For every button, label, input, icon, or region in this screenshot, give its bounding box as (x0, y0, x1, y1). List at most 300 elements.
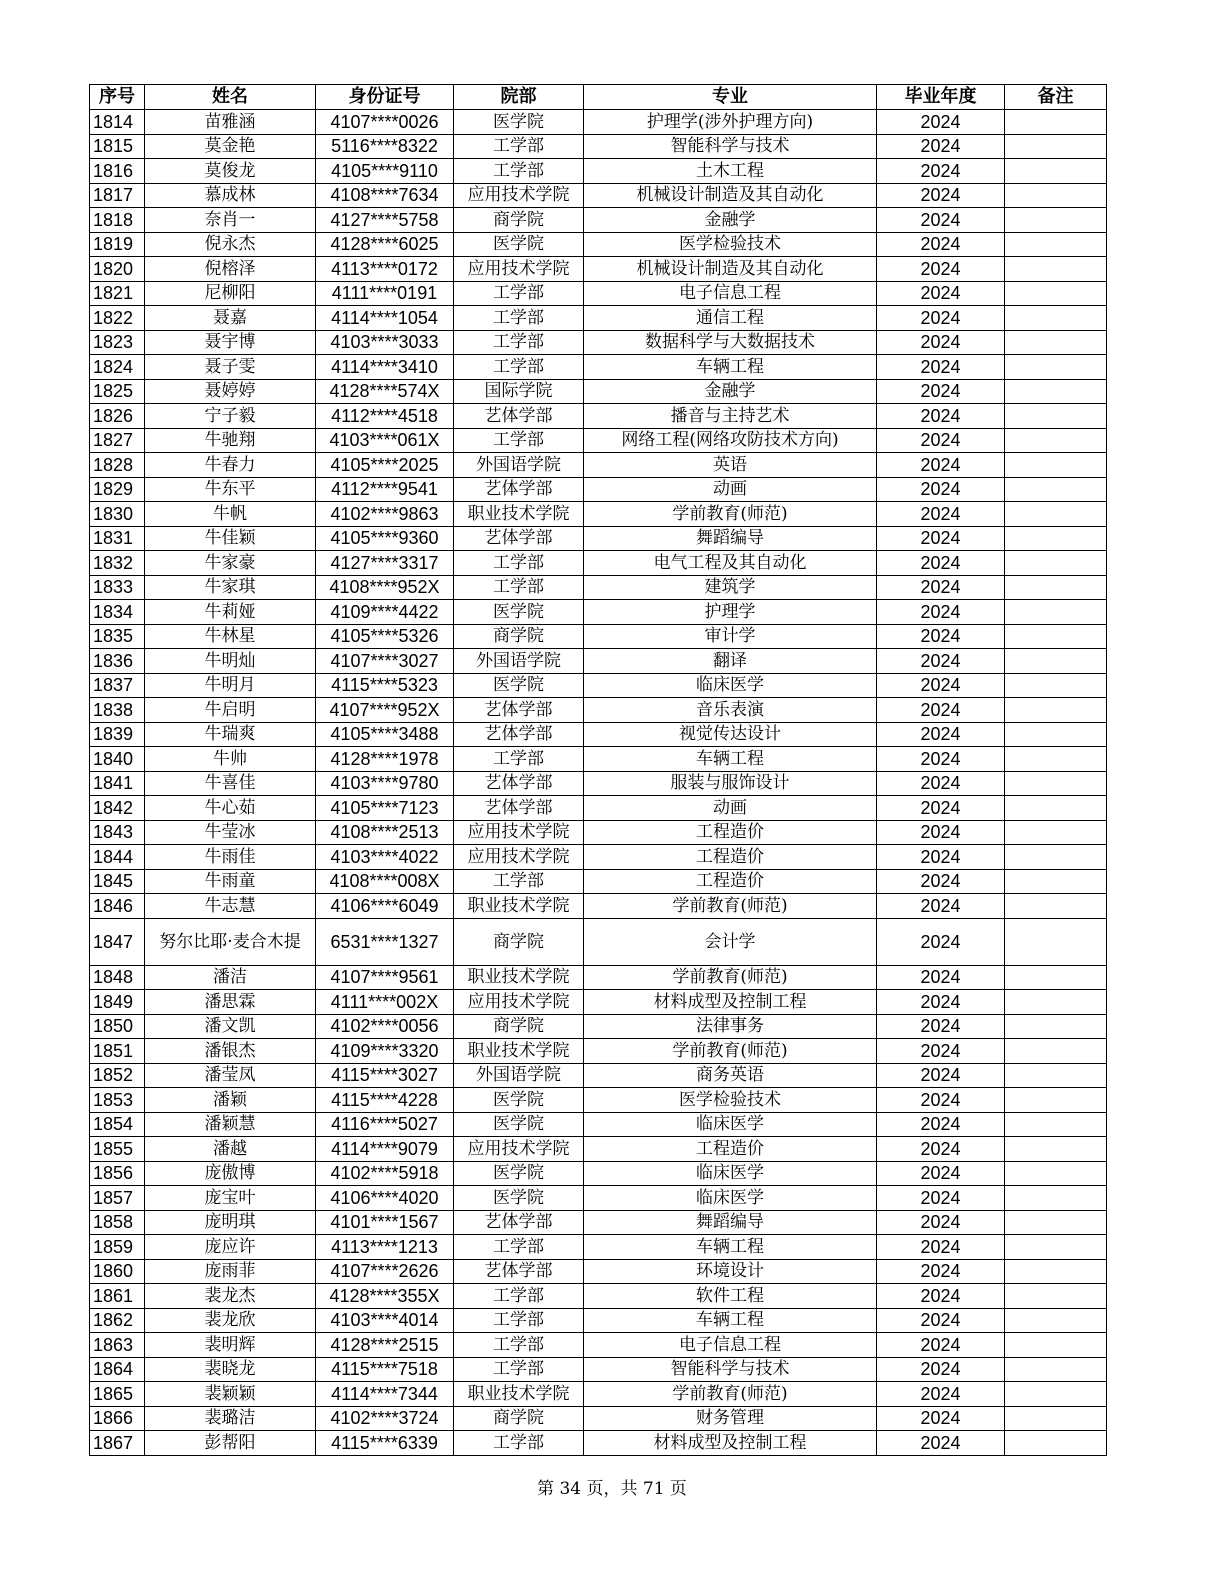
name-cell: 庞宝叶 (145, 1186, 316, 1211)
remarks-cell (1005, 1063, 1107, 1088)
header-graduation-year: 毕业年度 (877, 85, 1005, 110)
remarks-cell (1005, 379, 1107, 404)
table-row (90, 1431, 1107, 1456)
table-row (90, 1186, 1107, 1211)
name-cell: 奈肖一 (145, 208, 316, 233)
table-row (90, 1406, 1107, 1431)
seq-cell: 1861 (90, 1284, 145, 1309)
remarks-cell (1005, 771, 1107, 796)
remarks-cell (1005, 1039, 1107, 1064)
seq-cell: 1866 (90, 1406, 145, 1431)
table-row (90, 1112, 1107, 1137)
page-footer: 第 34 页，共 71 页 (537, 1479, 687, 1499)
table-body (90, 110, 1107, 1456)
graduation-year-cell: 2024 (877, 159, 1005, 184)
seq-cell: 1831 (90, 526, 145, 551)
id-number-cell: 4103****061X (316, 428, 454, 453)
name-cell: 牛帆 (145, 502, 316, 527)
name-cell: 慕成林 (145, 183, 316, 208)
table-row (90, 330, 1107, 355)
id-number-cell: 4107****9561 (316, 965, 454, 990)
name-cell: 牛莹冰 (145, 820, 316, 845)
name-cell: 牛林星 (145, 624, 316, 649)
major-cell: 护理学 (584, 600, 877, 625)
seq-cell: 1819 (90, 232, 145, 257)
department-cell: 工学部 (454, 134, 584, 159)
department-cell: 应用技术学院 (454, 820, 584, 845)
header-id-number: 身份证号 (316, 85, 454, 110)
table-row (90, 698, 1107, 723)
id-number-cell: 4108****008X (316, 869, 454, 894)
remarks-cell (1005, 1382, 1107, 1407)
major-cell: 工程造价 (584, 869, 877, 894)
major-cell: 临床医学 (584, 1161, 877, 1186)
remarks-cell (1005, 1406, 1107, 1431)
name-cell: 牛佳颖 (145, 526, 316, 551)
table-row (90, 428, 1107, 453)
name-cell: 牛瑞爽 (145, 722, 316, 747)
department-cell: 外国语学院 (454, 453, 584, 478)
seq-cell: 1833 (90, 575, 145, 600)
id-number-cell: 4105****9110 (316, 159, 454, 184)
id-number-cell: 4102****9863 (316, 502, 454, 527)
graduation-year-cell: 2024 (877, 1259, 1005, 1284)
major-cell: 学前教育(师范) (584, 1039, 877, 1064)
table-row (90, 649, 1107, 674)
table-row (90, 747, 1107, 772)
name-cell: 裴龙欣 (145, 1308, 316, 1333)
seq-cell: 1836 (90, 649, 145, 674)
seq-cell: 1853 (90, 1088, 145, 1113)
name-cell: 聂子雯 (145, 355, 316, 380)
seq-cell: 1829 (90, 477, 145, 502)
department-cell: 工学部 (454, 330, 584, 355)
seq-cell: 1837 (90, 673, 145, 698)
id-number-cell: 4128****574X (316, 379, 454, 404)
id-number-cell: 4105****7123 (316, 796, 454, 821)
name-cell: 牛东平 (145, 477, 316, 502)
table-row (90, 575, 1107, 600)
graduation-year-cell: 2024 (877, 1186, 1005, 1211)
major-cell: 网络工程(网络攻防技术方向) (584, 428, 877, 453)
name-cell: 庞傲博 (145, 1161, 316, 1186)
name-cell: 潘文凯 (145, 1014, 316, 1039)
id-number-cell: 4114****7344 (316, 1382, 454, 1407)
major-cell: 学前教育(师范) (584, 965, 877, 990)
table-row (90, 257, 1107, 282)
major-cell: 车辆工程 (584, 355, 877, 380)
seq-cell: 1823 (90, 330, 145, 355)
name-cell: 牛喜佳 (145, 771, 316, 796)
remarks-cell (1005, 600, 1107, 625)
table-row (90, 404, 1107, 429)
id-number-cell: 4103****4022 (316, 845, 454, 870)
name-cell: 潘思霖 (145, 990, 316, 1015)
department-cell: 外国语学院 (454, 1063, 584, 1088)
name-cell: 莫俊龙 (145, 159, 316, 184)
table-row (90, 673, 1107, 698)
major-cell: 通信工程 (584, 306, 877, 331)
graduation-year-cell: 2024 (877, 965, 1005, 990)
remarks-cell (1005, 306, 1107, 331)
seq-cell: 1864 (90, 1357, 145, 1382)
graduation-year-cell: 2024 (877, 208, 1005, 233)
table-row (90, 477, 1107, 502)
table-row (90, 551, 1107, 576)
graduation-year-cell: 2024 (877, 1063, 1005, 1088)
seq-cell: 1815 (90, 134, 145, 159)
graduation-year-cell: 2024 (877, 355, 1005, 380)
remarks-cell (1005, 1357, 1107, 1382)
major-cell: 财务管理 (584, 1406, 877, 1431)
id-number-cell: 4115****5323 (316, 673, 454, 698)
seq-cell: 1835 (90, 624, 145, 649)
table-row (90, 526, 1107, 551)
department-cell: 国际学院 (454, 379, 584, 404)
seq-cell: 1849 (90, 990, 145, 1015)
seq-cell: 1851 (90, 1039, 145, 1064)
major-cell: 材料成型及控制工程 (584, 990, 877, 1015)
graduation-year-cell: 2024 (877, 894, 1005, 919)
seq-cell: 1860 (90, 1259, 145, 1284)
seq-cell: 1838 (90, 698, 145, 723)
seq-cell: 1847 (90, 918, 145, 965)
table-row (90, 1382, 1107, 1407)
table-row (90, 845, 1107, 870)
table-row (90, 110, 1107, 135)
graduation-year-cell: 2024 (877, 820, 1005, 845)
name-cell: 裴颖颖 (145, 1382, 316, 1407)
id-number-cell: 4103****4014 (316, 1308, 454, 1333)
department-cell: 医学院 (454, 1186, 584, 1211)
remarks-cell (1005, 1210, 1107, 1235)
department-cell: 工学部 (454, 1333, 584, 1358)
id-number-cell: 4108****952X (316, 575, 454, 600)
remarks-cell (1005, 281, 1107, 306)
table-row (90, 355, 1107, 380)
seq-cell: 1840 (90, 747, 145, 772)
remarks-cell (1005, 796, 1107, 821)
major-cell: 临床医学 (584, 673, 877, 698)
department-cell: 艺体学部 (454, 526, 584, 551)
department-cell: 职业技术学院 (454, 1039, 584, 1064)
department-cell: 艺体学部 (454, 1259, 584, 1284)
table-row (90, 183, 1107, 208)
major-cell: 车辆工程 (584, 1235, 877, 1260)
id-number-cell: 4102****3724 (316, 1406, 454, 1431)
department-cell: 职业技术学院 (454, 894, 584, 919)
table-row (90, 894, 1107, 919)
department-cell: 应用技术学院 (454, 183, 584, 208)
table-row (90, 1161, 1107, 1186)
seq-cell: 1818 (90, 208, 145, 233)
table-row (90, 869, 1107, 894)
major-cell: 软件工程 (584, 1284, 877, 1309)
remarks-cell (1005, 453, 1107, 478)
name-cell: 尼柳阳 (145, 281, 316, 306)
name-cell: 牛驰翔 (145, 428, 316, 453)
graduation-year-cell: 2024 (877, 1406, 1005, 1431)
remarks-cell (1005, 698, 1107, 723)
department-cell: 应用技术学院 (454, 990, 584, 1015)
name-cell: 裴龙杰 (145, 1284, 316, 1309)
table-row (90, 796, 1107, 821)
graduation-year-cell: 2024 (877, 918, 1005, 965)
major-cell: 护理学(涉外护理方向) (584, 110, 877, 135)
major-cell: 审计学 (584, 624, 877, 649)
remarks-cell (1005, 1161, 1107, 1186)
remarks-cell (1005, 551, 1107, 576)
id-number-cell: 4107****952X (316, 698, 454, 723)
table-row (90, 1210, 1107, 1235)
graduation-year-cell: 2024 (877, 404, 1005, 429)
department-cell: 艺体学部 (454, 1210, 584, 1235)
remarks-cell (1005, 1014, 1107, 1039)
department-cell: 商学院 (454, 208, 584, 233)
department-cell: 职业技术学院 (454, 965, 584, 990)
department-cell: 医学院 (454, 673, 584, 698)
graduation-year-cell: 2024 (877, 183, 1005, 208)
remarks-cell (1005, 1259, 1107, 1284)
table-row (90, 208, 1107, 233)
major-cell: 学前教育(师范) (584, 502, 877, 527)
major-cell: 工程造价 (584, 845, 877, 870)
name-cell: 牛志慧 (145, 894, 316, 919)
graduation-year-cell: 2024 (877, 722, 1005, 747)
remarks-cell (1005, 159, 1107, 184)
remarks-cell (1005, 722, 1107, 747)
name-cell: 潘银杰 (145, 1039, 316, 1064)
seq-cell: 1832 (90, 551, 145, 576)
table-row (90, 134, 1107, 159)
graduation-year-cell: 2024 (877, 453, 1005, 478)
name-cell: 庞雨菲 (145, 1259, 316, 1284)
seq-cell: 1834 (90, 600, 145, 625)
department-cell: 医学院 (454, 110, 584, 135)
table-row (90, 159, 1107, 184)
id-number-cell: 4116****5027 (316, 1112, 454, 1137)
id-number-cell: 4114****3410 (316, 355, 454, 380)
id-number-cell: 4112****4518 (316, 404, 454, 429)
id-number-cell: 4107****0026 (316, 110, 454, 135)
remarks-cell (1005, 575, 1107, 600)
table-row (90, 1014, 1107, 1039)
major-cell: 智能科学与技术 (584, 134, 877, 159)
major-cell: 医学检验技术 (584, 232, 877, 257)
name-cell: 庞明琪 (145, 1210, 316, 1235)
seq-cell: 1856 (90, 1161, 145, 1186)
id-number-cell: 4128****6025 (316, 232, 454, 257)
id-number-cell: 6531****1327 (316, 918, 454, 965)
department-cell: 医学院 (454, 1112, 584, 1137)
major-cell: 工程造价 (584, 820, 877, 845)
major-cell: 会计学 (584, 918, 877, 965)
department-cell: 应用技术学院 (454, 257, 584, 282)
header-seq: 序号 (90, 85, 145, 110)
graduation-year-cell: 2024 (877, 575, 1005, 600)
department-cell: 工学部 (454, 575, 584, 600)
seq-cell: 1814 (90, 110, 145, 135)
table-header-row (90, 85, 1107, 110)
major-cell: 法律事务 (584, 1014, 877, 1039)
department-cell: 职业技术学院 (454, 502, 584, 527)
department-cell: 商学院 (454, 624, 584, 649)
name-cell: 牛春力 (145, 453, 316, 478)
name-cell: 潘越 (145, 1137, 316, 1162)
graduation-year-cell: 2024 (877, 428, 1005, 453)
graduation-year-cell: 2024 (877, 134, 1005, 159)
seq-cell: 1817 (90, 183, 145, 208)
remarks-cell (1005, 1308, 1107, 1333)
department-cell: 艺体学部 (454, 771, 584, 796)
remarks-cell (1005, 1284, 1107, 1309)
major-cell: 智能科学与技术 (584, 1357, 877, 1382)
id-number-cell: 4106****6049 (316, 894, 454, 919)
major-cell: 医学检验技术 (584, 1088, 877, 1113)
department-cell: 艺体学部 (454, 698, 584, 723)
major-cell: 工程造价 (584, 1137, 877, 1162)
graduation-year-cell: 2024 (877, 257, 1005, 282)
name-cell: 牛启明 (145, 698, 316, 723)
remarks-cell (1005, 355, 1107, 380)
department-cell: 工学部 (454, 1431, 584, 1456)
seq-cell: 1862 (90, 1308, 145, 1333)
major-cell: 机械设计制造及其自动化 (584, 257, 877, 282)
graduation-year-cell: 2024 (877, 551, 1005, 576)
department-cell: 工学部 (454, 306, 584, 331)
table-row (90, 379, 1107, 404)
major-cell: 学前教育(师范) (584, 1382, 877, 1407)
name-cell: 潘洁 (145, 965, 316, 990)
graduation-year-cell: 2024 (877, 1284, 1005, 1309)
major-cell: 机械设计制造及其自动化 (584, 183, 877, 208)
graduation-year-cell: 2024 (877, 232, 1005, 257)
department-cell: 应用技术学院 (454, 845, 584, 870)
seq-cell: 1850 (90, 1014, 145, 1039)
remarks-cell (1005, 257, 1107, 282)
id-number-cell: 4128****2515 (316, 1333, 454, 1358)
seq-cell: 1816 (90, 159, 145, 184)
graduation-year-cell: 2024 (877, 1333, 1005, 1358)
remarks-cell (1005, 747, 1107, 772)
graduate-list-table (89, 84, 1107, 1456)
department-cell: 工学部 (454, 428, 584, 453)
name-cell: 倪永杰 (145, 232, 316, 257)
table-row (90, 771, 1107, 796)
id-number-cell: 4107****2626 (316, 1259, 454, 1284)
name-cell: 裴璐洁 (145, 1406, 316, 1431)
name-cell: 莫金艳 (145, 134, 316, 159)
remarks-cell (1005, 869, 1107, 894)
graduation-year-cell: 2024 (877, 1137, 1005, 1162)
id-number-cell: 4111****0191 (316, 281, 454, 306)
id-number-cell: 4114****9079 (316, 1137, 454, 1162)
id-number-cell: 4109****3320 (316, 1039, 454, 1064)
table-row (90, 1039, 1107, 1064)
graduation-year-cell: 2024 (877, 1014, 1005, 1039)
name-cell: 庞应许 (145, 1235, 316, 1260)
seq-cell: 1846 (90, 894, 145, 919)
major-cell: 服装与服饰设计 (584, 771, 877, 796)
header-major: 专业 (584, 85, 877, 110)
graduation-year-cell: 2024 (877, 869, 1005, 894)
seq-cell: 1841 (90, 771, 145, 796)
id-number-cell: 4128****1978 (316, 747, 454, 772)
remarks-cell (1005, 232, 1107, 257)
id-number-cell: 4127****3317 (316, 551, 454, 576)
remarks-cell (1005, 845, 1107, 870)
id-number-cell: 4113****0172 (316, 257, 454, 282)
seq-cell: 1845 (90, 869, 145, 894)
graduation-year-cell: 2024 (877, 281, 1005, 306)
table-row (90, 232, 1107, 257)
remarks-cell (1005, 1431, 1107, 1456)
department-cell: 工学部 (454, 747, 584, 772)
id-number-cell: 4111****002X (316, 990, 454, 1015)
name-cell: 牛雨佳 (145, 845, 316, 870)
major-cell: 金融学 (584, 379, 877, 404)
id-number-cell: 4106****4020 (316, 1186, 454, 1211)
id-number-cell: 4105****3488 (316, 722, 454, 747)
id-number-cell: 4109****4422 (316, 600, 454, 625)
remarks-cell (1005, 404, 1107, 429)
remarks-cell (1005, 134, 1107, 159)
graduation-year-cell: 2024 (877, 600, 1005, 625)
table-row (90, 600, 1107, 625)
table-row (90, 1063, 1107, 1088)
seq-cell: 1855 (90, 1137, 145, 1162)
major-cell: 电子信息工程 (584, 281, 877, 306)
department-cell: 艺体学部 (454, 477, 584, 502)
major-cell: 电子信息工程 (584, 1333, 877, 1358)
seq-cell: 1854 (90, 1112, 145, 1137)
graduation-year-cell: 2024 (877, 1088, 1005, 1113)
id-number-cell: 4115****6339 (316, 1431, 454, 1456)
department-cell: 工学部 (454, 355, 584, 380)
major-cell: 舞蹈编导 (584, 1210, 877, 1235)
id-number-cell: 4105****5326 (316, 624, 454, 649)
major-cell: 金融学 (584, 208, 877, 233)
remarks-cell (1005, 1333, 1107, 1358)
remarks-cell (1005, 673, 1107, 698)
major-cell: 数据科学与大数据技术 (584, 330, 877, 355)
id-number-cell: 4115****3027 (316, 1063, 454, 1088)
graduation-year-cell: 2024 (877, 1431, 1005, 1456)
name-cell: 聂宇博 (145, 330, 316, 355)
department-cell: 外国语学院 (454, 649, 584, 674)
remarks-cell (1005, 502, 1107, 527)
table-row (90, 281, 1107, 306)
department-cell: 商学院 (454, 1014, 584, 1039)
table-row (90, 990, 1107, 1015)
major-cell: 播音与主持艺术 (584, 404, 877, 429)
seq-cell: 1825 (90, 379, 145, 404)
major-cell: 车辆工程 (584, 1308, 877, 1333)
department-cell: 工学部 (454, 281, 584, 306)
id-number-cell: 4102****0056 (316, 1014, 454, 1039)
name-cell: 彭帮阳 (145, 1431, 316, 1456)
name-cell: 潘颖 (145, 1088, 316, 1113)
table-row (90, 453, 1107, 478)
table-row (90, 1333, 1107, 1358)
table-row (90, 965, 1107, 990)
graduation-year-cell: 2024 (877, 379, 1005, 404)
major-cell: 学前教育(师范) (584, 894, 877, 919)
graduation-year-cell: 2024 (877, 1039, 1005, 1064)
graduation-year-cell: 2024 (877, 526, 1005, 551)
name-cell: 努尔比耶·麦合木提 (145, 918, 316, 965)
id-number-cell: 4105****2025 (316, 453, 454, 478)
